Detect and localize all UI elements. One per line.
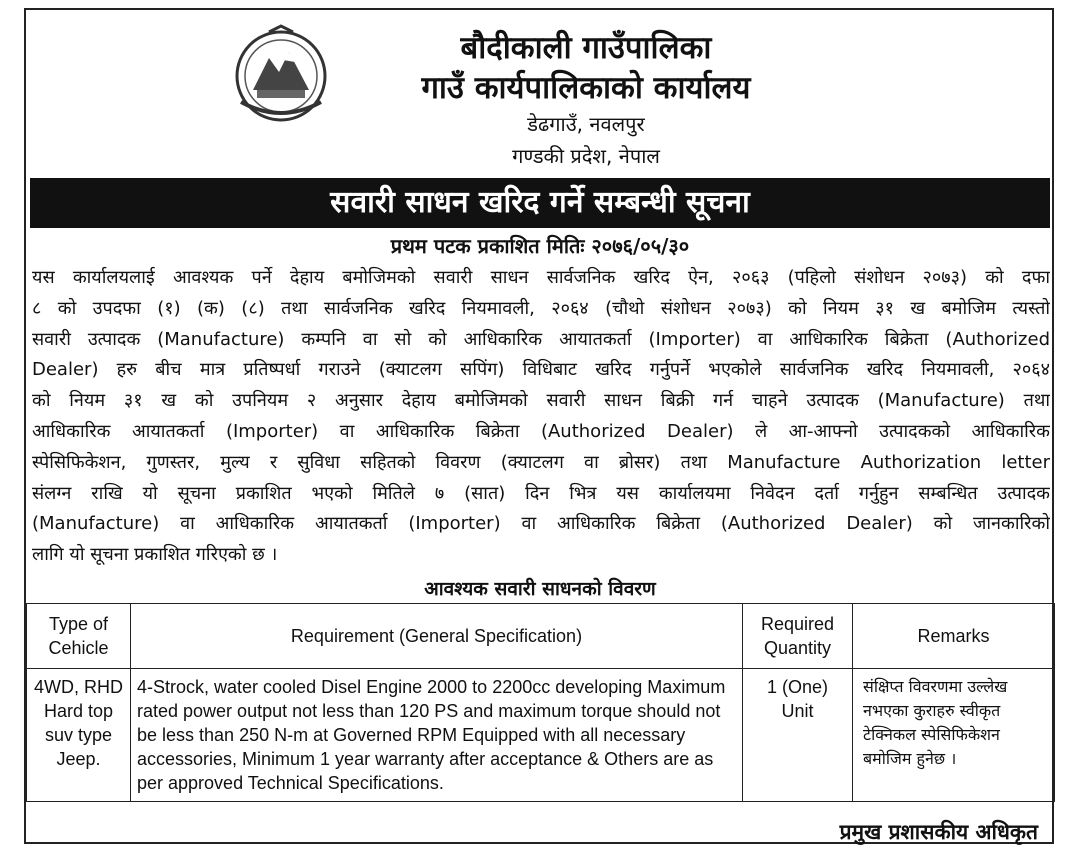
cell-requirement: 4-Strock, water cooled Disel Engine 2000 to 2200cc developing Maximum rated power output not less than 120 PS and maximum torque should not be less than 250 N-m at Governed RPM Equipped with all necessary accessories, Minimum 1 year warranty after acceptance & Others are as per approved Technical Specifications. <box>131 669 743 802</box>
signature-designation: प्रमुख प्रशासकीय अधिकृत <box>839 820 1038 844</box>
body-line: लागि यो सूचना प्रकाशित गरिएको छ । <box>32 544 278 566</box>
address-line-2: गण्डकी प्रदेश, नेपाल <box>512 144 660 168</box>
notice-title: सवारी साधन खरिद गर्ने सम्बन्धी सूचना <box>30 178 1050 228</box>
body-line: संलग्न राखि यो सूचना प्रकाशित भएको मितिले ७ (सात) दिन भित्र यस कार्यालयमा निवेदन दर्ता गर्नुहुन सम्बन्धित उत्पादक <box>32 482 1050 504</box>
header-vehicle-type: Type of Cehicle <box>27 604 131 669</box>
cell-vehicle-type: 4WD, RHD Hard top suv type Jeep. <box>27 669 131 802</box>
cell-quantity: 1 (One) Unit <box>743 669 853 802</box>
address-line-1: डेढगाउँ, नवलपुर <box>527 112 645 136</box>
published-date: प्रथम पटक प्रकाशित मितिः २०७६/०५/३० <box>390 234 690 258</box>
body-line: यस कार्यालयलाई आवश्यक पर्ने देहाय बमोजिमको सवारी साधन सार्वजनिक खरिद ऐन, २०६३ (पहिलो संशोधन २०७३) को दफा <box>32 267 1050 288</box>
table-header-row <box>27 604 1055 669</box>
body-line: को नियम ३१ ख को उपनियम २ अनुसार देहाय बमोजिमको सवारी साधन बिक्री गर्न चाहने उत्पादक (Manufacture) तथा <box>32 390 1050 412</box>
header-requirement: Requirement (General Specification) <box>131 604 743 669</box>
body-line: Dealer) हरु बीच मात्र प्रतिष्पर्धा गराउने (क्याटलग सपिंग) विधिबाट खरिद गर्नुपर्ने भएकोले सार्वजनिक खरिद नियमावली, २०६४ <box>32 359 1050 381</box>
vehicle-spec-table <box>26 603 1055 802</box>
office-name: गाउँ कार्यपालिकाको कार्यालय <box>421 70 751 106</box>
table-heading: आवश्यक सवारी साधनको विवरण <box>424 578 656 600</box>
table-row <box>27 669 1055 802</box>
body-line: आधिकारिक आयातकर्ता (Importer) वा आधिकारिक बिक्रेता (Authorized Dealer) ले आ-आफ्नो उत्पादकको आधिकारिक <box>32 420 1050 442</box>
body-line: (Manufacture) वा आधिकारिक आयातकर्ता (Importer) वा आधिकारिक बिक्रेता (Authorized Dealer) को जानकारिको <box>32 513 1050 535</box>
body-line: स्पेसिफिकेशन, गुणस्तर, मुल्य र सुविधा सहितको विवरण (क्याटलग वा ब्रोसर) तथा Manufacture Authorization letter <box>32 451 1050 473</box>
header-remarks: Remarks <box>853 604 1055 669</box>
body-line: ८ को उपदफा (१) (क) (८) तथा सार्वजनिक खरिद नियमावली, २०६४ (चौथो संशोधन २०७३) को नियम ३१ ख बमोजिम त्यस्तो <box>32 297 1050 319</box>
government-emblem-icon <box>231 24 331 124</box>
body-line: सवारी उत्पादक (Manufacture) कम्पनि वा सो को आधिकारिक आयातकर्ता (Importer) वा आधिकारिक बिक्रेता (Authorized <box>32 328 1050 350</box>
notice-body <box>32 263 1050 571</box>
cell-remarks: संक्षिप्त विवरणमा उल्लेख नभएका कुराहरु स्वीकृत टेक्निकल स्पेसिफिकेशन बमोजिम हुनेछ । <box>853 669 1055 802</box>
notice-frame <box>24 8 1054 844</box>
org-name: बौदीकाली गाउँपालिका <box>460 30 712 66</box>
header-quantity: Required Quantity <box>743 604 853 669</box>
